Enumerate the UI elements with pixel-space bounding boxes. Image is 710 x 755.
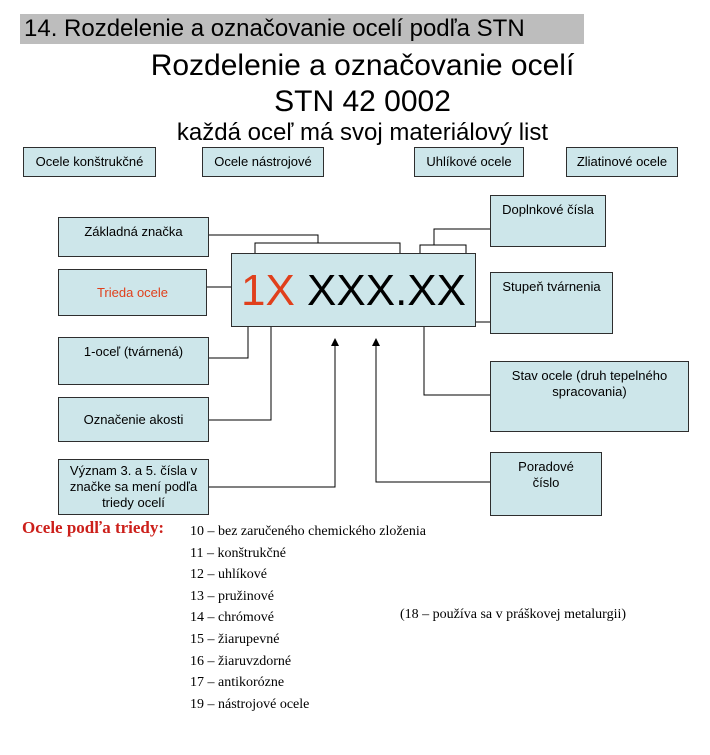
title-line-3: každá oceľ má svoj materiálový list xyxy=(176,119,549,146)
label-vyznam-cisel: Význam 3. a 5. čísla v značke sa mení podľa triedy ocelí xyxy=(58,459,209,515)
label-stav-ocele: Stav ocele (druh tepelného spracovania) xyxy=(490,361,689,432)
label-doplnkove-cisla: Doplnkové čísla xyxy=(490,195,606,247)
classes-note: (18 – používa sa v práškovej metalurgii) xyxy=(400,607,627,622)
list-item: 17 – antikorózne xyxy=(190,675,285,691)
code-rest: XXX.XX xyxy=(294,266,466,315)
code-prefix: 1X xyxy=(240,266,295,315)
classes-heading: Ocele podľa triedy: xyxy=(22,518,165,537)
slide-header: 14. Rozdelenie a označovanie ocelí podľa STN xyxy=(20,14,584,44)
title-line-2: STN 42 0002 xyxy=(274,85,451,118)
label-trieda-ocele: Trieda ocele xyxy=(58,269,207,316)
classes-list xyxy=(190,521,426,715)
steel-code-box xyxy=(231,253,476,327)
category-konstrukcne: Ocele konštrukčné xyxy=(23,147,156,177)
list-item: 13 – pružinové xyxy=(190,588,274,604)
list-item: 12 – uhlíkové xyxy=(190,567,267,583)
title-line-1: Rozdelenie a označovanie ocelí xyxy=(150,49,575,82)
list-item: 15 – žiarupevné xyxy=(190,631,280,647)
label-stupen-tvarnenia: Stupeň tvárnenia xyxy=(490,272,613,334)
category-zliatinove: Zliatinové ocele xyxy=(566,147,678,177)
list-item: 16 – žiaruvzdorné xyxy=(190,653,292,669)
list-item: 14 – chrómové xyxy=(190,610,274,626)
label-zakladna-znacka: Základná značka xyxy=(58,217,209,257)
label-oznacenie-akosti: Označenie akosti xyxy=(58,397,209,442)
list-item: 10 – bez zaručeného chemického zloženia xyxy=(190,524,426,539)
label-poradove-cislo: Poradové číslo xyxy=(490,452,602,516)
list-item: 11 – konštrukčné xyxy=(190,545,286,561)
list-item: 19 – nástrojové ocele xyxy=(190,696,310,712)
category-nastrojove: Ocele nástrojové xyxy=(202,147,324,177)
category-uhlikove: Uhlíkové ocele xyxy=(414,147,524,177)
label-ocel-tvarnena: 1-oceľ (tvárnená) xyxy=(58,337,209,385)
